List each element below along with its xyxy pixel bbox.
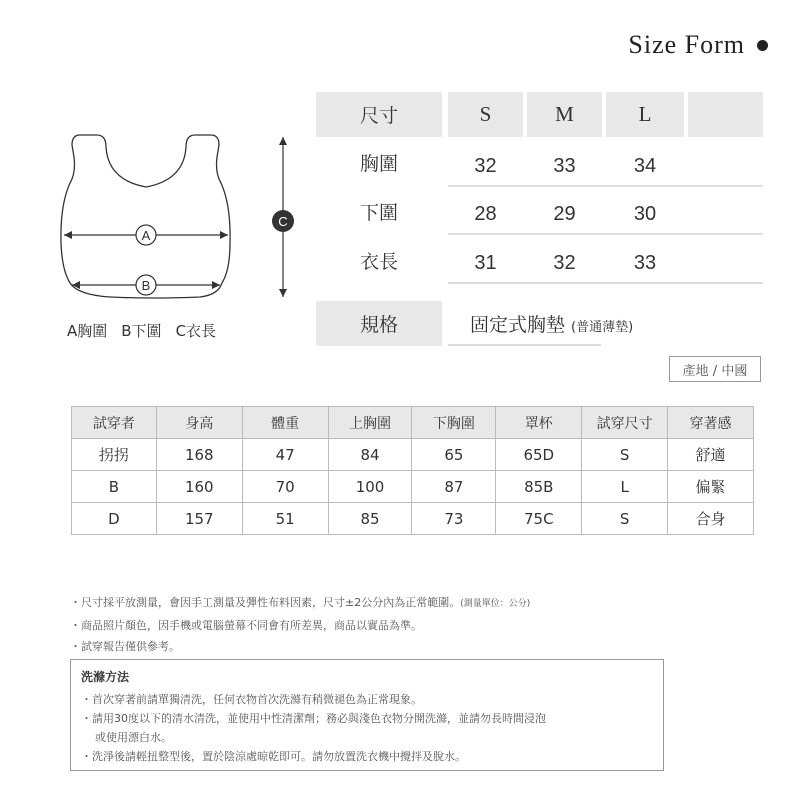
spec-label: 規格 xyxy=(316,301,442,346)
fit-cell: 拐拐 xyxy=(72,439,157,471)
fit-cell: 47 xyxy=(242,439,328,471)
size-cell: 33 xyxy=(553,155,576,177)
note-unit: (測量單位：公分) xyxy=(460,599,531,609)
table-row xyxy=(72,439,754,471)
diagram-legend xyxy=(67,320,216,341)
fit-header: 身高 xyxy=(156,407,242,439)
note-line: ・試穿報告僅供參考。 xyxy=(70,640,180,653)
size-row-label: 胸圍 xyxy=(359,153,398,175)
fit-cell: S xyxy=(582,439,668,471)
fit-cell: 84 xyxy=(328,439,412,471)
wash-line: ・洗淨後請輕扭整型後，置於陰涼處晾乾即可。請勿放置洗衣機中攪拌及脫水。 xyxy=(81,750,466,763)
size-row-label: 衣長 xyxy=(359,251,398,273)
origin-badge: 產地 / 中國 xyxy=(669,356,761,382)
size-cell: 32 xyxy=(553,252,576,274)
fit-table xyxy=(71,406,754,535)
marker-a-label: A xyxy=(141,228,151,243)
legend-c: C衣長 xyxy=(175,322,217,340)
fit-cell: B xyxy=(72,471,157,503)
size-cell: 32 xyxy=(474,155,497,177)
size-cell: 31 xyxy=(474,252,497,274)
fit-header: 體重 xyxy=(242,407,328,439)
fit-cell: 168 xyxy=(156,439,242,471)
fit-cell: 51 xyxy=(242,503,328,535)
measurement-notes xyxy=(70,592,530,657)
arrow-b-left-head xyxy=(72,281,80,289)
row-divider xyxy=(448,282,763,284)
fit-header: 試穿尺寸 xyxy=(582,407,668,439)
note-text: ・尺寸採平放測量，會因手工測量及彈性布料因素，尺寸±2公分內為正常範圍。 xyxy=(70,596,461,609)
arrow-c-top-head xyxy=(279,137,287,145)
fit-cell: 85B xyxy=(496,471,582,503)
size-row-label: 下圍 xyxy=(359,202,398,224)
fit-header: 罩杯 xyxy=(496,407,582,439)
row-divider xyxy=(448,185,763,187)
fit-cell: 70 xyxy=(242,471,328,503)
title-text: Size Form xyxy=(628,30,745,59)
legend-a: A胸圍 xyxy=(67,322,108,340)
size-cell: 29 xyxy=(553,203,576,225)
garment-diagram xyxy=(50,125,310,310)
size-cell: 34 xyxy=(633,155,657,177)
size-header-m: M xyxy=(527,92,602,137)
fit-cell: 75C xyxy=(496,503,582,535)
size-cell: 30 xyxy=(633,203,657,225)
bullet-dot-icon xyxy=(757,40,768,51)
fit-cell: 87 xyxy=(412,471,496,503)
size-header-s: S xyxy=(448,92,523,137)
size-header-empty xyxy=(688,92,763,137)
fit-header: 上胸圍 xyxy=(328,407,412,439)
fit-cell: 65 xyxy=(412,439,496,471)
size-cell: 33 xyxy=(633,252,657,274)
wash-title: 洗滌方法 xyxy=(81,670,130,684)
fit-cell: 100 xyxy=(328,471,412,503)
wash-instructions xyxy=(70,659,664,771)
fit-cell: D xyxy=(72,503,157,535)
fit-cell: L xyxy=(582,471,668,503)
garment-outline xyxy=(61,135,230,298)
row-divider xyxy=(448,233,763,235)
fit-cell: 偏緊 xyxy=(668,471,754,503)
spec-note: (普通薄墊) xyxy=(571,320,634,335)
fit-cell: 舒適 xyxy=(668,439,754,471)
spec-value-text: 固定式胸墊 xyxy=(470,314,566,336)
spec-value xyxy=(470,310,633,337)
fit-cell: 合身 xyxy=(668,503,754,535)
marker-b-label: B xyxy=(141,278,151,293)
fit-cell: 160 xyxy=(156,471,242,503)
fit-cell: S xyxy=(582,503,668,535)
arrow-a-left-head xyxy=(64,231,72,239)
fit-cell: 65D xyxy=(496,439,582,471)
wash-line: ・請用30度以下的清水清洗，並使用中性清潔劑；務必與淺色衣物分開洗滌，並請勿長時間浸泡 xyxy=(81,712,546,725)
fit-cell: 157 xyxy=(156,503,242,535)
fit-header: 試穿者 xyxy=(72,407,157,439)
arrow-a-right-head xyxy=(220,231,228,239)
size-header-l: L xyxy=(606,92,684,137)
wash-line: 或使用漂白水。 xyxy=(95,731,172,744)
fit-table-header-row xyxy=(72,407,754,439)
arrow-c-bottom-head xyxy=(279,289,287,297)
note-line xyxy=(70,592,530,615)
note-line: ・商品照片顏色，因手機或電腦螢幕不同會有所差異，商品以實品為準。 xyxy=(70,619,422,632)
fit-cell: 73 xyxy=(412,503,496,535)
size-header-label: 尺寸 xyxy=(316,92,442,137)
page-title xyxy=(628,30,768,60)
table-row xyxy=(72,503,754,535)
table-row xyxy=(72,471,754,503)
size-cell: 28 xyxy=(474,203,497,225)
fit-cell: 85 xyxy=(328,503,412,535)
fit-header: 下胸圍 xyxy=(412,407,496,439)
legend-b: B下圍 xyxy=(121,322,162,340)
marker-c-label: C xyxy=(278,214,288,229)
wash-line: ・首次穿著前請單獨清洗，任何衣物首次洗滌有稍微褪色為正常現象。 xyxy=(81,693,422,706)
fit-header: 穿著感 xyxy=(668,407,754,439)
spec-underline xyxy=(448,344,601,346)
